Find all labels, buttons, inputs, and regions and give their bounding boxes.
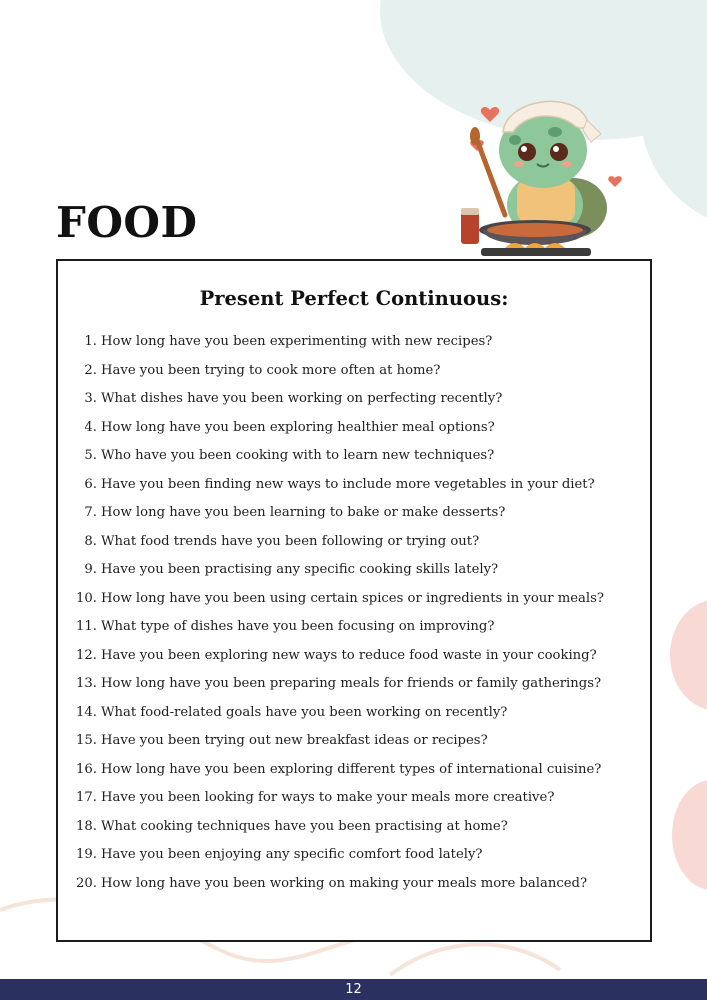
question-number: 3. [84,391,97,406]
question-text: What dishes have you been working on perfecting recently? [101,391,503,406]
question-text: How long have you been preparing meals for friends or family gatherings? [101,676,602,691]
question-number: 7. [84,505,97,520]
question-number: 6. [84,476,97,492]
question-number: 12. [76,647,97,663]
question-item [58,361,650,390]
question-text: Have you been trying to cook more often at home? [101,362,441,378]
question-item [58,503,650,532]
question-text: What food-related goals have you been working on recently? [101,704,508,720]
question-text: How long have you been working on making your meals more balanced? [101,875,588,891]
section-subtitle: Present Perfect Continuous: [199,287,509,310]
question-item [58,446,650,475]
question-number: 11. [76,619,97,634]
question-text: How long have you been learning to bake or make desserts? [101,505,506,520]
question-number: 16. [76,761,97,777]
question-number: 2. [84,362,97,378]
question-item [58,389,650,418]
question-number: 4. [84,419,97,435]
question-item [58,560,650,589]
question-item [58,874,650,903]
background-shape-peach-bottom [672,780,707,890]
question-text: Have you been enjoying any specific comfort food lately? [101,847,483,862]
question-number: 9. [84,562,97,577]
question-item [58,532,650,561]
question-number: 13. [76,676,97,691]
questions-card [56,259,652,942]
question-text: Have you been trying out new breakfast ideas or recipes? [101,733,488,748]
question-number: 1. [84,334,97,349]
question-number: 15. [76,733,97,748]
question-item [58,617,650,646]
question-text: What cooking techniques have you been practising at home? [101,818,508,834]
question-item [58,674,650,703]
question-text: What food trends have you been following or trying out? [101,533,480,549]
question-item [58,646,650,675]
question-number: 8. [84,533,97,549]
question-item [58,760,650,789]
question-item [58,475,650,504]
question-number: 14. [76,704,97,720]
question-item [58,788,650,817]
question-number: 20. [76,875,97,891]
page-footer [0,979,707,1000]
question-item [58,589,650,618]
question-item [58,332,650,361]
question-text: Who have you been cooking with to learn new techniques? [101,448,495,463]
question-text: What type of dishes have you been focusing on improving? [101,619,495,634]
question-item [58,845,650,874]
chef-turtle-cooking-illustration [455,80,630,265]
page-number: 12 [345,982,362,997]
question-number: 19. [76,847,97,862]
question-text: Have you been looking for ways to make your meals more creative? [101,790,555,805]
question-text: Have you been exploring new ways to reduce food waste in your cooking? [101,647,597,663]
question-item [58,418,650,447]
background-shape-peach-top [670,600,707,710]
background-blob-mint-right [640,0,707,230]
question-text: How long have you been experimenting with new recipes? [101,334,493,349]
question-text: Have you been finding new ways to include more vegetables in your diet? [101,476,595,492]
page-title: FOOD [56,198,198,247]
question-text: How long have you been using certain spices or ingredients in your meals? [101,590,604,606]
question-text: Have you been practising any specific cooking skills lately? [101,562,499,577]
question-text: How long have you been exploring healthier meal options? [101,419,495,435]
question-number: 5. [84,448,97,463]
question-number: 17. [76,790,97,805]
question-item [58,703,650,732]
question-item [58,817,650,846]
question-number: 18. [76,818,97,834]
question-number: 10. [76,590,97,606]
questions-list [58,332,650,902]
question-item [58,731,650,760]
question-text: How long have you been exploring different types of international cuisine? [101,761,602,777]
